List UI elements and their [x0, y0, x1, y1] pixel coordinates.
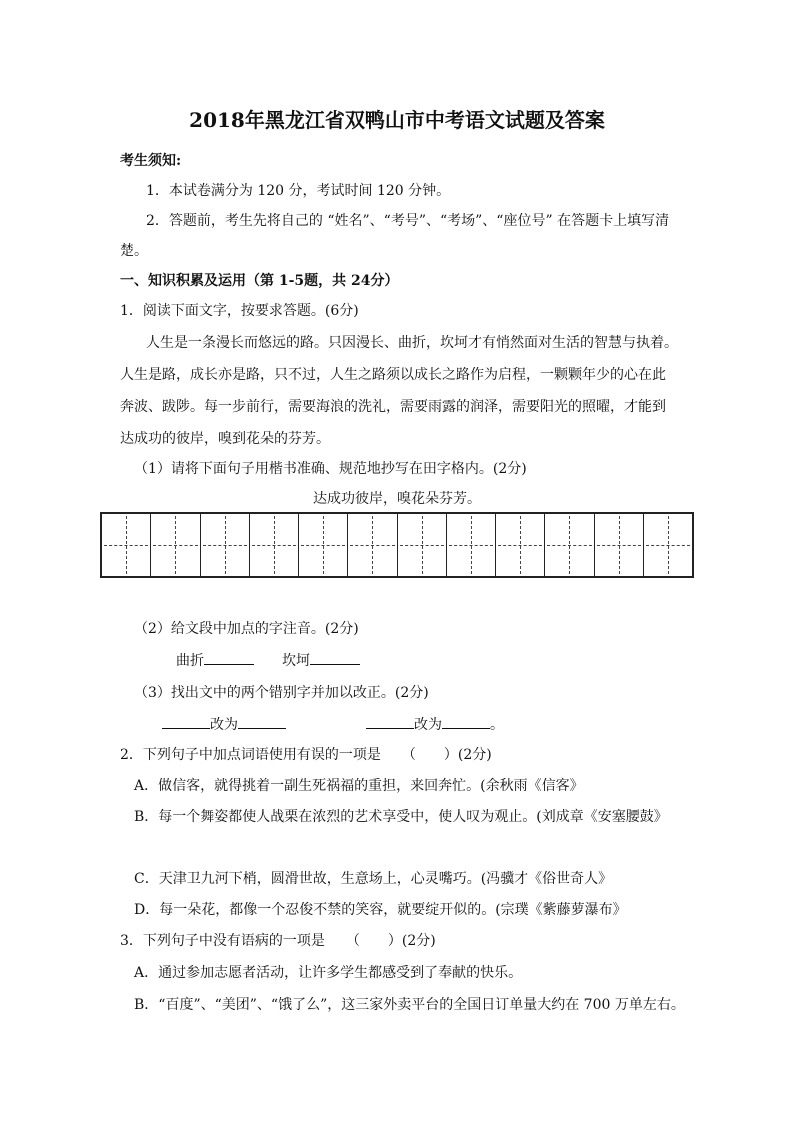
- question-2-stem: 2．下列句子中加点词语使用有误的一项是 （ ）(2分): [120, 747, 492, 763]
- section-heading: 一、知识积累及运用（第 1-5题，共 24分）: [120, 273, 399, 289]
- grid-cell[interactable]: [299, 514, 348, 576]
- word-kan-ke: 坎坷: [282, 653, 310, 669]
- passage-line: 奔波、跋陟。每一步前行，需要海浪的洗礼，需要雨露的润泽，需要阳光的照曜，才能到: [120, 399, 666, 415]
- change-to-label: 改为: [414, 717, 442, 733]
- period: 。: [490, 717, 504, 733]
- correction-1: [162, 714, 286, 734]
- option-c[interactable]: C．天津卫九河下梢，圆滑世故，生意场上，心灵嘴巧。(冯骥才《俗世奇人》: [134, 871, 613, 887]
- word-qu-zhe: 曲折: [176, 653, 204, 669]
- notice-item-2-cont: 楚。: [120, 243, 148, 259]
- question-3-stem: 3．下列句子中没有语病的一项是 （ ）(2分): [120, 933, 436, 949]
- change-to-label: 改为: [210, 717, 238, 733]
- grid-cell[interactable]: [595, 514, 644, 576]
- option-b[interactable]: B．“百度”、“美团”、“饿了么”，这三家外卖平台的全国日订单量大约在 700 万单左右。: [134, 997, 685, 1013]
- sub-question-3: （3）找出文中的两个错别字并加以改正。(2分): [134, 685, 429, 701]
- grid-cell[interactable]: [201, 514, 250, 576]
- grid-cell[interactable]: [151, 514, 200, 576]
- grid-cell[interactable]: [644, 514, 692, 576]
- option-b[interactable]: B．每一个舞姿都使人战栗在浓烈的艺术享受中，使人叹为观止。(刘成章《安塞腰鼓》: [134, 809, 668, 825]
- grid-cell[interactable]: [447, 514, 496, 576]
- option-d[interactable]: D．每一朵花，都像一个忍俊不禁的笑容，就要绽开似的。(宗璞《紫藤萝瀑布》: [134, 902, 627, 918]
- correction-2: [366, 714, 504, 734]
- sub-question-2: （2）给文段中加点的字注音。(2分): [134, 621, 359, 637]
- tianzige-grid[interactable]: [100, 512, 694, 578]
- grid-cell[interactable]: [348, 514, 397, 576]
- grid-cell[interactable]: [250, 514, 299, 576]
- pinyin-item-2: [282, 650, 360, 670]
- passage-line: 人生是路，成长亦是路，只不过，人生之路须以成长之路作为启程，一颗颗年少的心在此: [120, 367, 666, 383]
- pinyin-item-1: [176, 650, 254, 670]
- wrong-char-blank-1[interactable]: [162, 714, 210, 729]
- copy-sentence: 达成功彼岸，嗅花朵芬芳。: [313, 491, 481, 507]
- right-char-blank-2[interactable]: [442, 714, 490, 729]
- pinyin-blank-2[interactable]: [310, 650, 360, 665]
- grid-cell[interactable]: [102, 514, 151, 576]
- notice-item-1: 1．本试卷满分为 120 分，考试时间 120 分钟。: [146, 183, 451, 199]
- wrong-char-blank-2[interactable]: [366, 714, 414, 729]
- notice-heading: 考生须知:: [120, 153, 182, 169]
- passage-line: 达成功的彼岸，嗅到花朵的芬芳。: [120, 431, 330, 447]
- grid-cell[interactable]: [496, 514, 545, 576]
- notice-item-2: 2．答题前，考生先将自己的 “姓名”、“考号”、“考场”、“座位号” 在答题卡上填写清: [146, 213, 670, 229]
- pinyin-blank-1[interactable]: [204, 650, 254, 665]
- question-1-stem: 1．阅读下面文字，按要求答题。(6分): [120, 303, 359, 319]
- sub-question-1: （1）请将下面句子用楷书准确、规范地抄写在田字格内。(2分): [134, 461, 527, 477]
- page-title: 2018年黑龙江省双鸭山市中考语文试题及答案: [189, 108, 605, 132]
- option-a[interactable]: A．做信客，就得挑着一副生死祸福的重担，来回奔忙。(余秋雨《信客》: [134, 778, 584, 794]
- option-a[interactable]: A．通过参加志愿者活动，让许多学生都感受到了奉献的快乐。: [134, 965, 523, 981]
- grid-cell[interactable]: [398, 514, 447, 576]
- passage-line: 人生是一条漫长而悠远的路。只因漫长、曲折，坎坷才有悄然面对生活的智慧与执着。: [146, 335, 678, 351]
- grid-cell[interactable]: [545, 514, 594, 576]
- right-char-blank-1[interactable]: [238, 714, 286, 729]
